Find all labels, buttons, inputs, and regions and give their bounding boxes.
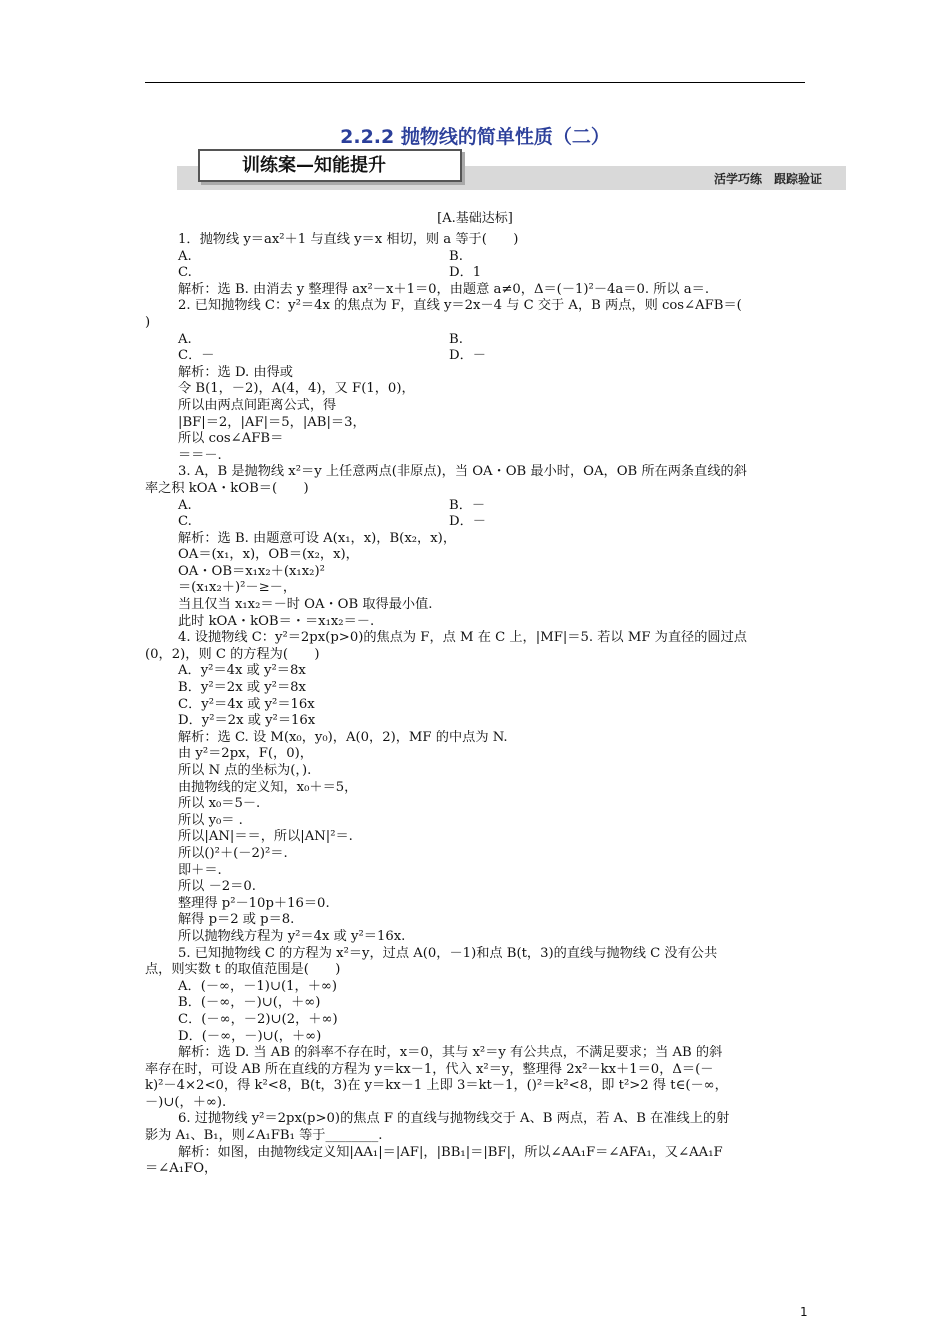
text-line: 率之积 kOA・kOB＝( ) <box>145 480 309 496</box>
text-line: (0，2)，则 C 的方程为( ) <box>145 646 320 662</box>
text-line: OA＝(x₁，x)，OB＝(x₂，x)， <box>178 547 359 563</box>
text-line: 即＋＝. <box>178 862 222 878</box>
text-line: C．(－∞，－2)∪(2，＋∞) <box>178 1011 338 1027</box>
banner-right-label: 活学巧练 跟踪验证 <box>713 172 822 186</box>
text-line: 解析：选 D. 当 AB 的斜率不存在时，x＝0，其与 x²＝y 有公共点，不满足要求；当 AB 的斜 <box>178 1045 723 1061</box>
text-line: B．y²＝2x 或 y²＝8x <box>178 680 306 696</box>
text-line: 所以()²＋(－2)²＝. <box>178 845 288 861</box>
text-line: 当且仅当 x₁x₂＝－时 OA・OB 取得最小值. <box>178 597 433 613</box>
text-line: 所以 y₀＝ . <box>178 812 243 828</box>
text-line: 解析：选 B. 由消去 y 整理得 ax²－x＋1＝0，由题意 a≠0，Δ＝(－1)²－4a＝0. 所以 a＝. <box>178 281 710 297</box>
text-line: 所以 cos∠AFB＝ <box>178 431 284 447</box>
text-line: 所以|AN|＝＝，所以|AN|²＝. <box>178 829 353 845</box>
text-line: k)²－4×2<0，得 k²<8，B(t，3)在 y＝kx－1 上即 3＝kt－1，()²＝k²<8，即 t²>2 得 t∈(－∞， <box>145 1078 728 1094</box>
text-line <box>145 332 807 349</box>
text-line <box>145 498 807 515</box>
text-line: 令 B(1，－2)，A(4，4)，又 F(1，0)， <box>178 381 415 397</box>
text-line: 解析：选 B. 由题意可设 A(x₁，x)，B(x₂，x)， <box>178 530 457 546</box>
text-line: 由抛物线的定义知，x₀＋＝5， <box>178 779 358 795</box>
text-line: A．(－∞，－1)∪(1，＋∞) <box>178 978 338 994</box>
page-number: 1 <box>800 1305 808 1319</box>
text-line: 影为 A₁、B₁，则∠A₁FB₁ 等于________. <box>145 1128 383 1144</box>
text-line: 解析：选 C. 设 M(x₀，y₀)，A(0，2)，MF 的中点为 N. <box>178 729 508 745</box>
text-line: 所以 x₀＝5－. <box>178 796 261 812</box>
section-title: [A.基础达标] <box>437 211 513 226</box>
option-left: A. <box>178 497 192 513</box>
option-left: A. <box>178 248 192 264</box>
text-line: |BF|＝2，|AF|＝5，|AB|＝3， <box>178 414 366 430</box>
option-left: C．－ <box>178 348 215 364</box>
text-line <box>145 514 807 531</box>
option-left: A. <box>178 331 192 347</box>
text-line: 由 y²＝2px，F(，0)， <box>178 746 313 762</box>
text-line: ＝＝－. <box>178 447 222 463</box>
text-line: 率存在时，可设 AB 所在直线的方程为 y＝kx－1，代入 x²＝y，整理得 2x²－kx＋1＝0，Δ＝(－ <box>145 1061 714 1077</box>
text-line: ) <box>145 314 151 330</box>
banner-label: 训练案—知能提升 <box>198 149 462 182</box>
page-title: 2.2.2 抛物线的简单性质（二） <box>340 126 610 148</box>
text-line: 此时 kOA・kOB＝・＝x₁x₂＝－. <box>178 613 375 629</box>
option-right: B. <box>449 248 463 264</box>
text-line: D．(－∞，－)∪(，＋∞) <box>178 1028 322 1044</box>
text-line: D．y²＝2x 或 y²＝16x <box>178 713 316 729</box>
text-line: ＝∠A₁FO， <box>145 1161 218 1177</box>
text-line: 1．抛物线 y＝ax²＋1 与直线 y＝x 相切，则 a 等于( ) <box>178 232 519 247</box>
text-line: 解析：如图，由抛物线定义知|AA₁|＝|AF|，|BB₁|＝|BF|，所以∠AA₁F＝∠AFA₁，又∠AA₁F <box>178 1144 723 1160</box>
text-line: ＝(x₁x₂＋)²－≥－， <box>178 580 297 596</box>
text-line: 6. 过抛物线 y²＝2px(p>0)的焦点 F 的直线与抛物线交于 A、B 两点，若 A、B 在准线上的射 <box>178 1111 730 1127</box>
option-right: B. <box>449 331 463 347</box>
text-line: 5. 已知抛物线 C 的方程为 x²＝y，过点 A(0，－1)和点 B(t，3)的直线与抛物线 C 没有公共 <box>178 945 718 961</box>
text-line: B．(－∞，－)∪(，＋∞) <box>178 995 321 1011</box>
text-line: 整理得 p²－10p＋16＝0. <box>178 895 330 911</box>
text-line: 所以由两点间距离公式，得 <box>178 397 337 413</box>
option-left: C. <box>178 265 192 281</box>
text-line: 所以抛物线方程为 y²＝4x 或 y²＝16x. <box>178 928 406 944</box>
text-line: 解析：选 D. 由得或 <box>178 364 293 380</box>
text-line <box>145 348 807 365</box>
text-line: －)∪(，＋∞). <box>145 1094 227 1110</box>
text-line <box>145 249 807 266</box>
text-line <box>145 265 807 282</box>
text-line: 4. 设抛物线 C：y²＝2px(p>0)的焦点为 F，点 M 在 C 上，|MF|＝5. 若以 MF 为直径的圆过点 <box>178 630 747 646</box>
text-line: 点，则实数 t 的取值范围是( ) <box>145 962 341 978</box>
option-right: B．－ <box>449 497 486 513</box>
text-line: OA・OB＝x₁x₂＋(x₁x₂)² <box>178 563 325 579</box>
text-line: 3. A，B 是抛物线 x²＝y 上任意两点(非原点)，当 OA・OB 最小时，OA，OB 所在两条直线的斜 <box>178 464 747 480</box>
text-line: C．y²＝4x 或 y²＝16x <box>178 696 315 712</box>
text-line: A．y²＝4x 或 y²＝8x <box>178 663 306 679</box>
text-line: 解得 p＝2 或 p＝8. <box>178 912 295 928</box>
header-rule <box>145 82 805 83</box>
text-line: 所以 －2＝0. <box>178 879 256 895</box>
option-right: D．1 <box>449 265 482 281</box>
option-right: D．－ <box>449 348 486 364</box>
option-right: D．－ <box>449 514 486 530</box>
text-line: 所以 N 点的坐标为(，). <box>178 763 312 778</box>
option-left: C. <box>178 514 192 530</box>
exercise-body <box>145 232 807 1178</box>
text-line: 2. 已知抛物线 C：y²＝4x 的焦点为 F，直线 y＝2x－4 与 C 交于 A，B 两点，则 cos∠AFB＝( <box>178 298 742 314</box>
